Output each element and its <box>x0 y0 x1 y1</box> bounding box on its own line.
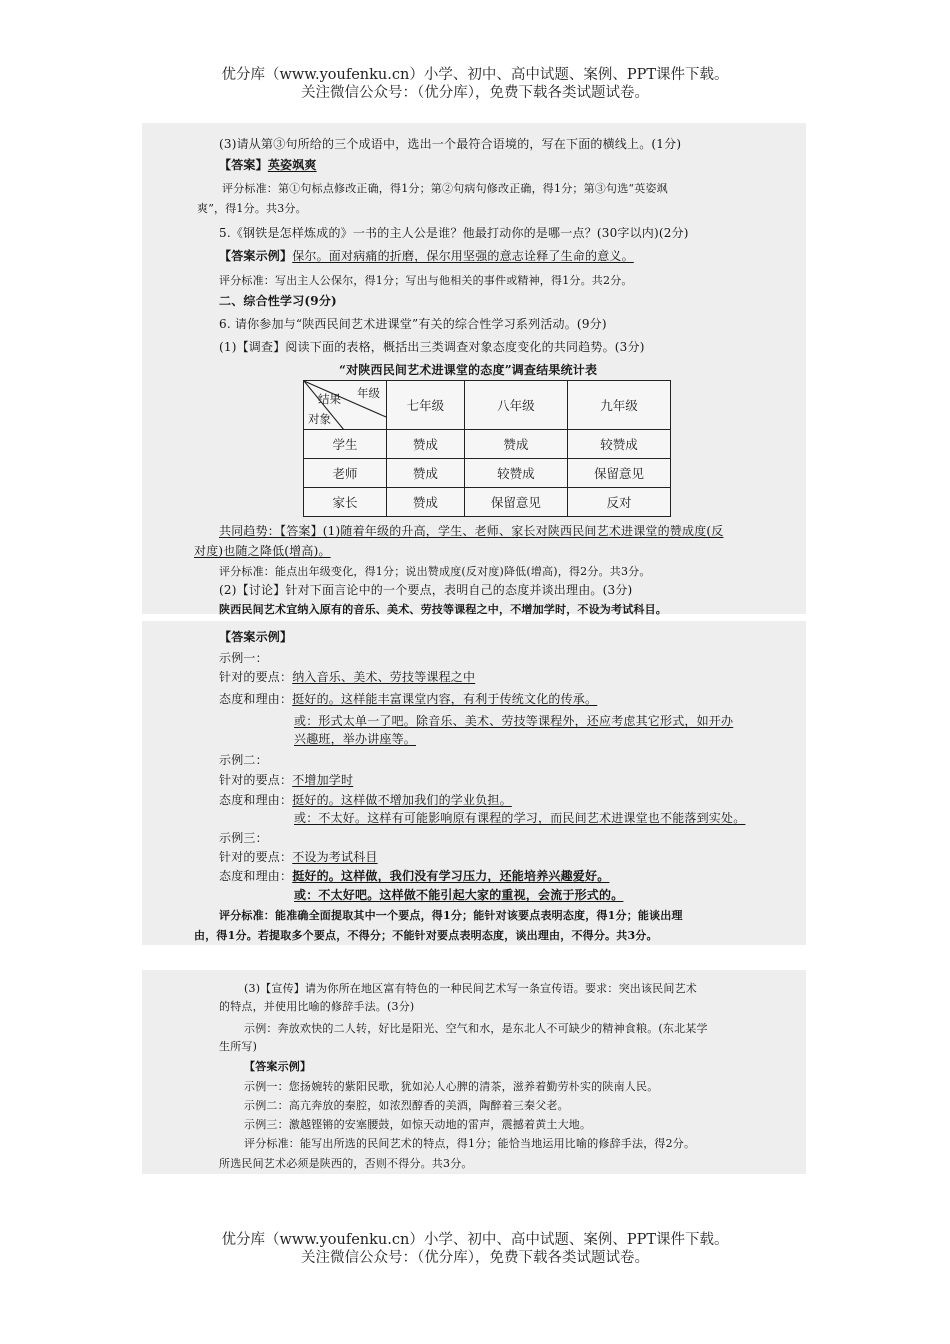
table-row <box>304 459 671 488</box>
answer-label: 【答案】 <box>219 158 268 172</box>
answer-5-label: 【答案示例】 <box>219 249 293 263</box>
table-cell: 保留意见 <box>567 459 670 488</box>
table-cell: 赞成 <box>387 488 465 517</box>
reason-label: 态度和理由： <box>219 869 293 883</box>
table-cell: 较赞成 <box>464 459 567 488</box>
promo-example-2: 示例二：高亢奔放的秦腔，如浓烈醇香的美酒，陶醉着三秦父老。 <box>244 1099 569 1112</box>
promo-sample-a: 示例：奔放欢快的二人转，好比是阳光、空气和水，是东北人不可缺少的精神食粮。(东北某学 <box>244 1022 708 1035</box>
corner-result-label: 结果 <box>318 392 341 406</box>
survey-table <box>303 380 671 517</box>
trend-answer-a-text: 共同趋势：【答案】(1)随着年级的升高，学生、老师、家长对陕西民间艺术进课堂的赞成度(反 <box>219 524 724 538</box>
question-6-1: (1)【调查】阅读下面的表格，概括出三类调查对象态度变化的共同趋势。(3分) <box>219 340 645 354</box>
answer-text: 英姿飒爽 <box>267 158 317 172</box>
table-header-cell: 九年级 <box>567 381 670 430</box>
trend-answer-a <box>219 522 723 539</box>
promo-scoring-a: 评分标准：能写出所选的民间艺术的特点，得1分；能恰当地运用比喻的修辞手法，得2分。 <box>244 1137 696 1150</box>
point-label: 针对的要点： <box>219 670 293 684</box>
answer-5-text: 保尔。面对病痛的折磨，保尔用坚强的意志诠释了生命的意义。 <box>292 249 634 263</box>
scoring-5: 评分标准：写出主人公保尔，得1分；写出与他相关的事件或精神，得1分。共2分。 <box>219 274 633 287</box>
table-row <box>304 430 671 459</box>
example-3-title: 示例三： <box>219 831 268 845</box>
scoring-discussion-a: 评分标准：能准确全面提取其中一个要点，得1分；能针对该要点表明态度，得1分；能谈出理 <box>219 909 683 922</box>
trend-answer-b-text: 对度)也随之降低(增高)。 <box>194 544 331 558</box>
corner-object-label: 对象 <box>308 412 331 426</box>
table-cell: 赞成 <box>387 430 465 459</box>
promo-question-a: (3)【宣传】请为你所在地区富有特色的一种民间艺术写一条宣传语。要求：突出该民间艺术 <box>244 982 697 995</box>
footer-line-2: 关注微信公众号：（优分库），免费下载各类试题试卷。 <box>301 1250 649 1266</box>
table-row-object: 学生 <box>304 430 387 459</box>
example-1-title: 示例一： <box>219 651 268 665</box>
scoring-1a: 评分标准：第①句标点修改正确，得1分；第②句病句修改正确，得1分；第③句选“英姿飒 <box>222 182 668 195</box>
trend-answer-b <box>194 542 331 559</box>
point-3-text: 不设为考试科目 <box>292 850 378 864</box>
example-1-point <box>219 668 475 685</box>
example-3-reason-alt: 或：不太好吧。这样做不能引起大家的重视，会流于形式的。 <box>294 888 624 902</box>
promo-example-1: 示例一：您扬婉转的紫阳民歌，犹如沁人心脾的清茶，滋养着勤劳朴实的陕南人民。 <box>244 1080 659 1093</box>
answer-5 <box>219 247 634 264</box>
answer-3 <box>219 156 317 173</box>
header-line-1: 优分库（www.youfenku.cn）小学、初中、高中试题、案例、PPT课件下载。 <box>221 67 729 83</box>
example-3-point <box>219 848 378 865</box>
table-title: “对陕西民间艺术进课堂的态度”调查结果统计表 <box>339 363 598 377</box>
scoring-6: 评分标准：能点出年级变化，得1分；说出赞成度(反对度)降低(增高)，得2分。共3分。 <box>219 565 651 578</box>
point-1-text: 纳入音乐、美术、劳技等课程之中 <box>292 670 476 684</box>
table-corner-cell <box>304 381 387 430</box>
corner-grade-label: 年级 <box>357 386 380 400</box>
promo-answer-label: 【答案示例】 <box>244 1060 312 1073</box>
page-header <box>0 66 950 102</box>
example-1-reason <box>219 690 597 707</box>
page-footer <box>0 1231 950 1267</box>
reason-label: 态度和理由： <box>219 692 293 706</box>
example-2-point <box>219 771 353 788</box>
scoring-discussion-b: 由，得1分。若提取多个要点，不得分；不能针对要点表明态度，谈出理由，不得分。共3分。 <box>194 929 658 942</box>
point-label: 针对的要点： <box>219 850 293 864</box>
header-line-2: 关注微信公众号：（优分库），免费下载各类试题试卷。 <box>301 85 649 101</box>
promo-sample-b: 生所写) <box>219 1040 258 1053</box>
point-label: 针对的要点： <box>219 773 293 787</box>
reason-3a-text: 挺好的。这样做，我们没有学习压力，还能培养兴趣爱好。 <box>292 869 610 883</box>
table-row <box>304 488 671 517</box>
question-5: 5.《钢铁是怎样炼成的》一书的主人公是谁？他最打动你的是哪一点？(30字以内)(2分) <box>219 226 689 240</box>
table-header-cell: 七年级 <box>387 381 465 430</box>
table-row-object: 老师 <box>304 459 387 488</box>
table-header-cell: 八年级 <box>464 381 567 430</box>
table-cell: 保留意见 <box>464 488 567 517</box>
example-2-reason <box>219 791 512 808</box>
example-3-reason <box>219 867 609 884</box>
table-cell: 赞成 <box>387 459 465 488</box>
promo-example-3: 示例三：激越铿锵的安塞腰鼓，如惊天动地的雷声，震撼着黄土大地。 <box>244 1118 592 1131</box>
table-cell: 较赞成 <box>567 430 670 459</box>
reason-2a-text: 挺好的。这样做不增加我们的学业负担。 <box>292 793 512 807</box>
question-6: 6. 请你参加与“陕西民间艺术进课堂”有关的综合性学习系列活动。(9分) <box>219 317 607 331</box>
table-row-object: 家长 <box>304 488 387 517</box>
reason-1a-text: 挺好的。这样能丰富课堂内容，有利于传统文化的传承。 <box>292 692 598 706</box>
reason-label: 态度和理由： <box>219 793 293 807</box>
example-1-reason-alt: 或：形式太单一了吧。除音乐、美术、劳技等课程外，还应考虑其它形式，如开办 <box>294 714 734 728</box>
example-2-title: 示例二： <box>219 753 268 767</box>
scoring-1b: 爽”，得1分。共3分。 <box>197 202 307 215</box>
promo-question-b: 的特点，并使用比喻的修辞手法。(3分) <box>219 1000 415 1013</box>
example-1-reason-alt-cont: 兴趣班，举办讲座等。 <box>294 732 417 746</box>
discussion-quote: 陕西民间艺术宜纳入原有的音乐、美术、劳技等课程之中，不增加学时，不设为考试科目。 <box>219 603 667 616</box>
answer-sample-label: 【答案示例】 <box>219 630 293 644</box>
promo-scoring-b: 所选民间艺术必须是陕西的，否则不得分。共3分。 <box>219 1157 473 1170</box>
question-3: (3)请从第③句所给的三个成语中，选出一个最符合语境的，写在下面的横线上。(1分) <box>219 137 682 151</box>
question-6-2: (2)【讨论】针对下面言论中的一个要点，表明自己的态度并谈出理由。(3分) <box>219 583 633 597</box>
point-2-text: 不增加学时 <box>292 773 354 787</box>
section-2-title: 二、综合性学习(9分) <box>219 294 337 308</box>
table-cell: 赞成 <box>464 430 567 459</box>
example-2-reason-alt: 或：不太好。这样有可能影响原有课程的学习，而民间艺术进课堂也不能落到实处。 <box>294 811 746 825</box>
footer-line-1: 优分库（www.youfenku.cn）小学、初中、高中试题、案例、PPT课件下载。 <box>221 1232 729 1248</box>
table-cell: 反对 <box>567 488 670 517</box>
